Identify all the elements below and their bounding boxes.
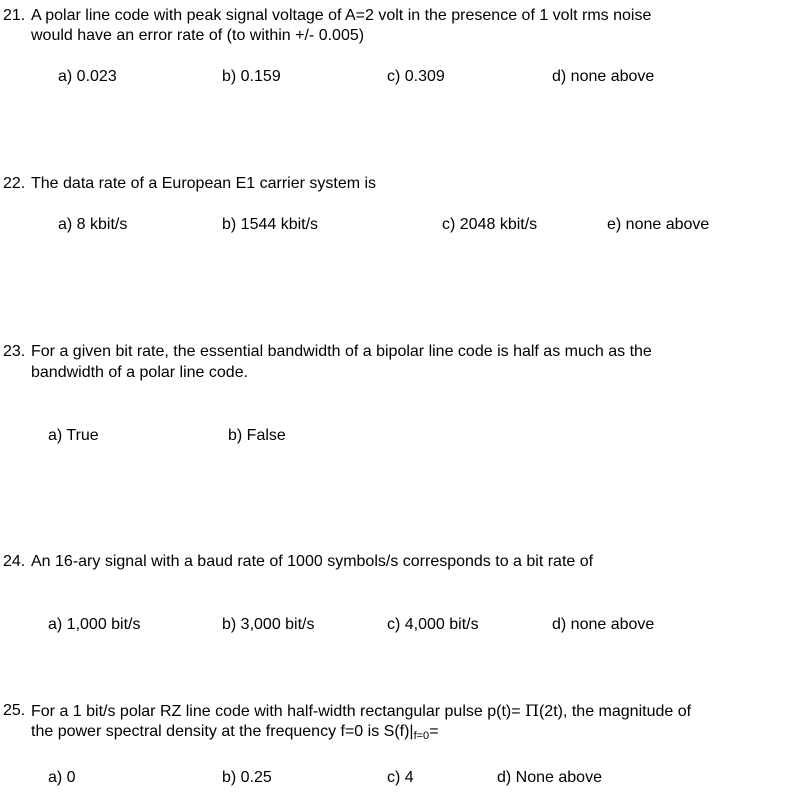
text-part: =: [429, 723, 439, 740]
option-a: a) 0.023: [58, 68, 117, 85]
option-b: b) False: [228, 427, 286, 444]
option-e: e) none above: [607, 216, 710, 233]
option-a: a) 0: [48, 769, 76, 786]
option-c: c) 4,000 bit/s: [387, 616, 479, 633]
option-b: b) 3,000 bit/s: [222, 616, 315, 633]
question-text: [31, 722, 439, 746]
option-c: c) 2048 kbit/s: [442, 216, 538, 233]
question-number: 22.: [3, 175, 26, 192]
question-text: would have an error rate of (to within +/- 0.005): [31, 27, 365, 44]
text-part: the power spectral density at the frequency f=0 is S(f)|: [31, 723, 414, 740]
option-a: a) True: [48, 427, 99, 444]
question-text: bandwidth of a polar line code.: [31, 364, 249, 381]
question-text: [31, 701, 691, 722]
option-d: d) None above: [497, 769, 602, 786]
subscript: f=0: [413, 730, 430, 742]
question-text: The data rate of a European E1 carrier system is: [31, 175, 377, 192]
option-c: c) 0.309: [387, 68, 445, 85]
option-b: b) 1544 kbit/s: [222, 216, 319, 233]
question-number: 21.: [3, 7, 26, 24]
question-text: An 16-ary signal with a baud rate of 1000 symbols/s corresponds to a bit rate of: [31, 553, 594, 570]
option-a: a) 1,000 bit/s: [48, 616, 141, 633]
question-text: For a given bit rate, the essential bandwidth of a bipolar line code is half as much as the: [31, 343, 652, 360]
question-number: 24.: [3, 553, 26, 570]
option-b: b) 0.25: [222, 769, 272, 786]
question-number: 23.: [3, 343, 26, 360]
text-part: (2t), the magnitude of: [538, 703, 692, 720]
option-c: c) 4: [387, 769, 414, 786]
option-d: d) none above: [552, 68, 655, 85]
text-part: For a 1 bit/s polar RZ line code with half-width rectangular pulse p(t)=: [31, 703, 526, 720]
question-number: 25.: [3, 702, 26, 719]
pi-symbol: Π: [525, 701, 539, 720]
option-d: d) none above: [552, 616, 655, 633]
option-b: b) 0.159: [222, 68, 281, 85]
option-a: a) 8 kbit/s: [58, 216, 128, 233]
question-text: A polar line code with peak signal voltage of A=2 volt in the presence of 1 volt rms noise: [31, 7, 652, 24]
